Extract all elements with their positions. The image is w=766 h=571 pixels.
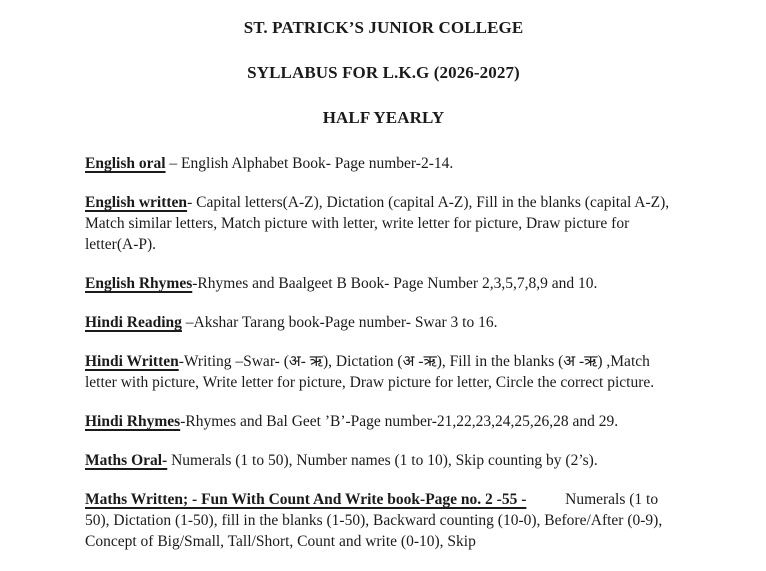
section-body: Akshar Tarang book-Page number- Swar 3 to 16. <box>193 314 498 331</box>
section-heading: English written <box>85 194 188 211</box>
section-maths-written <box>85 489 682 552</box>
section-heading: Hindi Written <box>85 353 179 370</box>
section-separator: - <box>187 194 197 211</box>
section-separator: - <box>178 353 184 370</box>
section-body: English Alphabet Book- Page number-2-14. <box>181 155 454 172</box>
section-heading: Maths Oral- <box>85 452 168 469</box>
section-english-written <box>85 192 682 255</box>
section-hindi-rhymes <box>85 411 682 432</box>
section-separator: – <box>165 155 182 172</box>
section-heading: Hindi Reading <box>85 314 182 331</box>
section-body: Numerals (1 to 50), Dictation (1-50), fill in the blanks (1-50), Backward counting (10-0), Before/After (0-9), Concept of Big/Small, Tall/Short, Count and write (0-10), Skip <box>85 491 663 550</box>
section-separator: - <box>180 413 186 430</box>
term-title: HALF YEARLY <box>322 108 445 127</box>
section-heading: English oral <box>85 155 166 172</box>
section-maths-oral <box>85 450 682 471</box>
section-heading: Maths Written; - Fun With Count And Write book-Page no. 2 -55 - <box>85 491 527 508</box>
syllabus-title: SYLLABUS FOR L.K.G (2026-2027) <box>247 63 520 82</box>
section-body: Numerals (1 to 50), Number names (1 to 10), Skip counting by (2’s). <box>171 452 598 469</box>
section-english-oral <box>85 153 682 174</box>
section-hindi-written <box>85 351 682 393</box>
section-heading: English Rhymes <box>85 275 193 292</box>
section-body: Rhymes and Baalgeet B Book- Page Number 2,3,5,7,8,9 and 10. <box>197 275 598 292</box>
section-body: Rhymes and Bal Geet ’B’-Page number-21,22,23,24,25,26,28 and 29. <box>185 413 619 430</box>
section-body: Writing –Swar- (अ- ऋ), Dictation (अ -ऋ), Fill in the blanks (अ -ऋ) ,Match letter with picture, Write letter for picture, Draw picture for letter, Circle the correct picture. <box>85 353 655 391</box>
college-title: ST. PATRICK’S JUNIOR COLLEGE <box>243 18 524 37</box>
section-separator <box>526 491 565 508</box>
section-hindi-reading <box>85 312 682 333</box>
section-english-rhymes <box>85 273 682 294</box>
section-heading: Hindi Rhymes <box>85 413 181 430</box>
section-separator: - <box>192 275 198 292</box>
section-body: Capital letters(A-Z), Dictation (capital A-Z), Fill in the blanks (capital A-Z), Match similar letters, Match picture with letter, write letter for picture, Draw picture for letter(A-P). <box>85 194 670 253</box>
section-separator: – <box>181 314 194 331</box>
